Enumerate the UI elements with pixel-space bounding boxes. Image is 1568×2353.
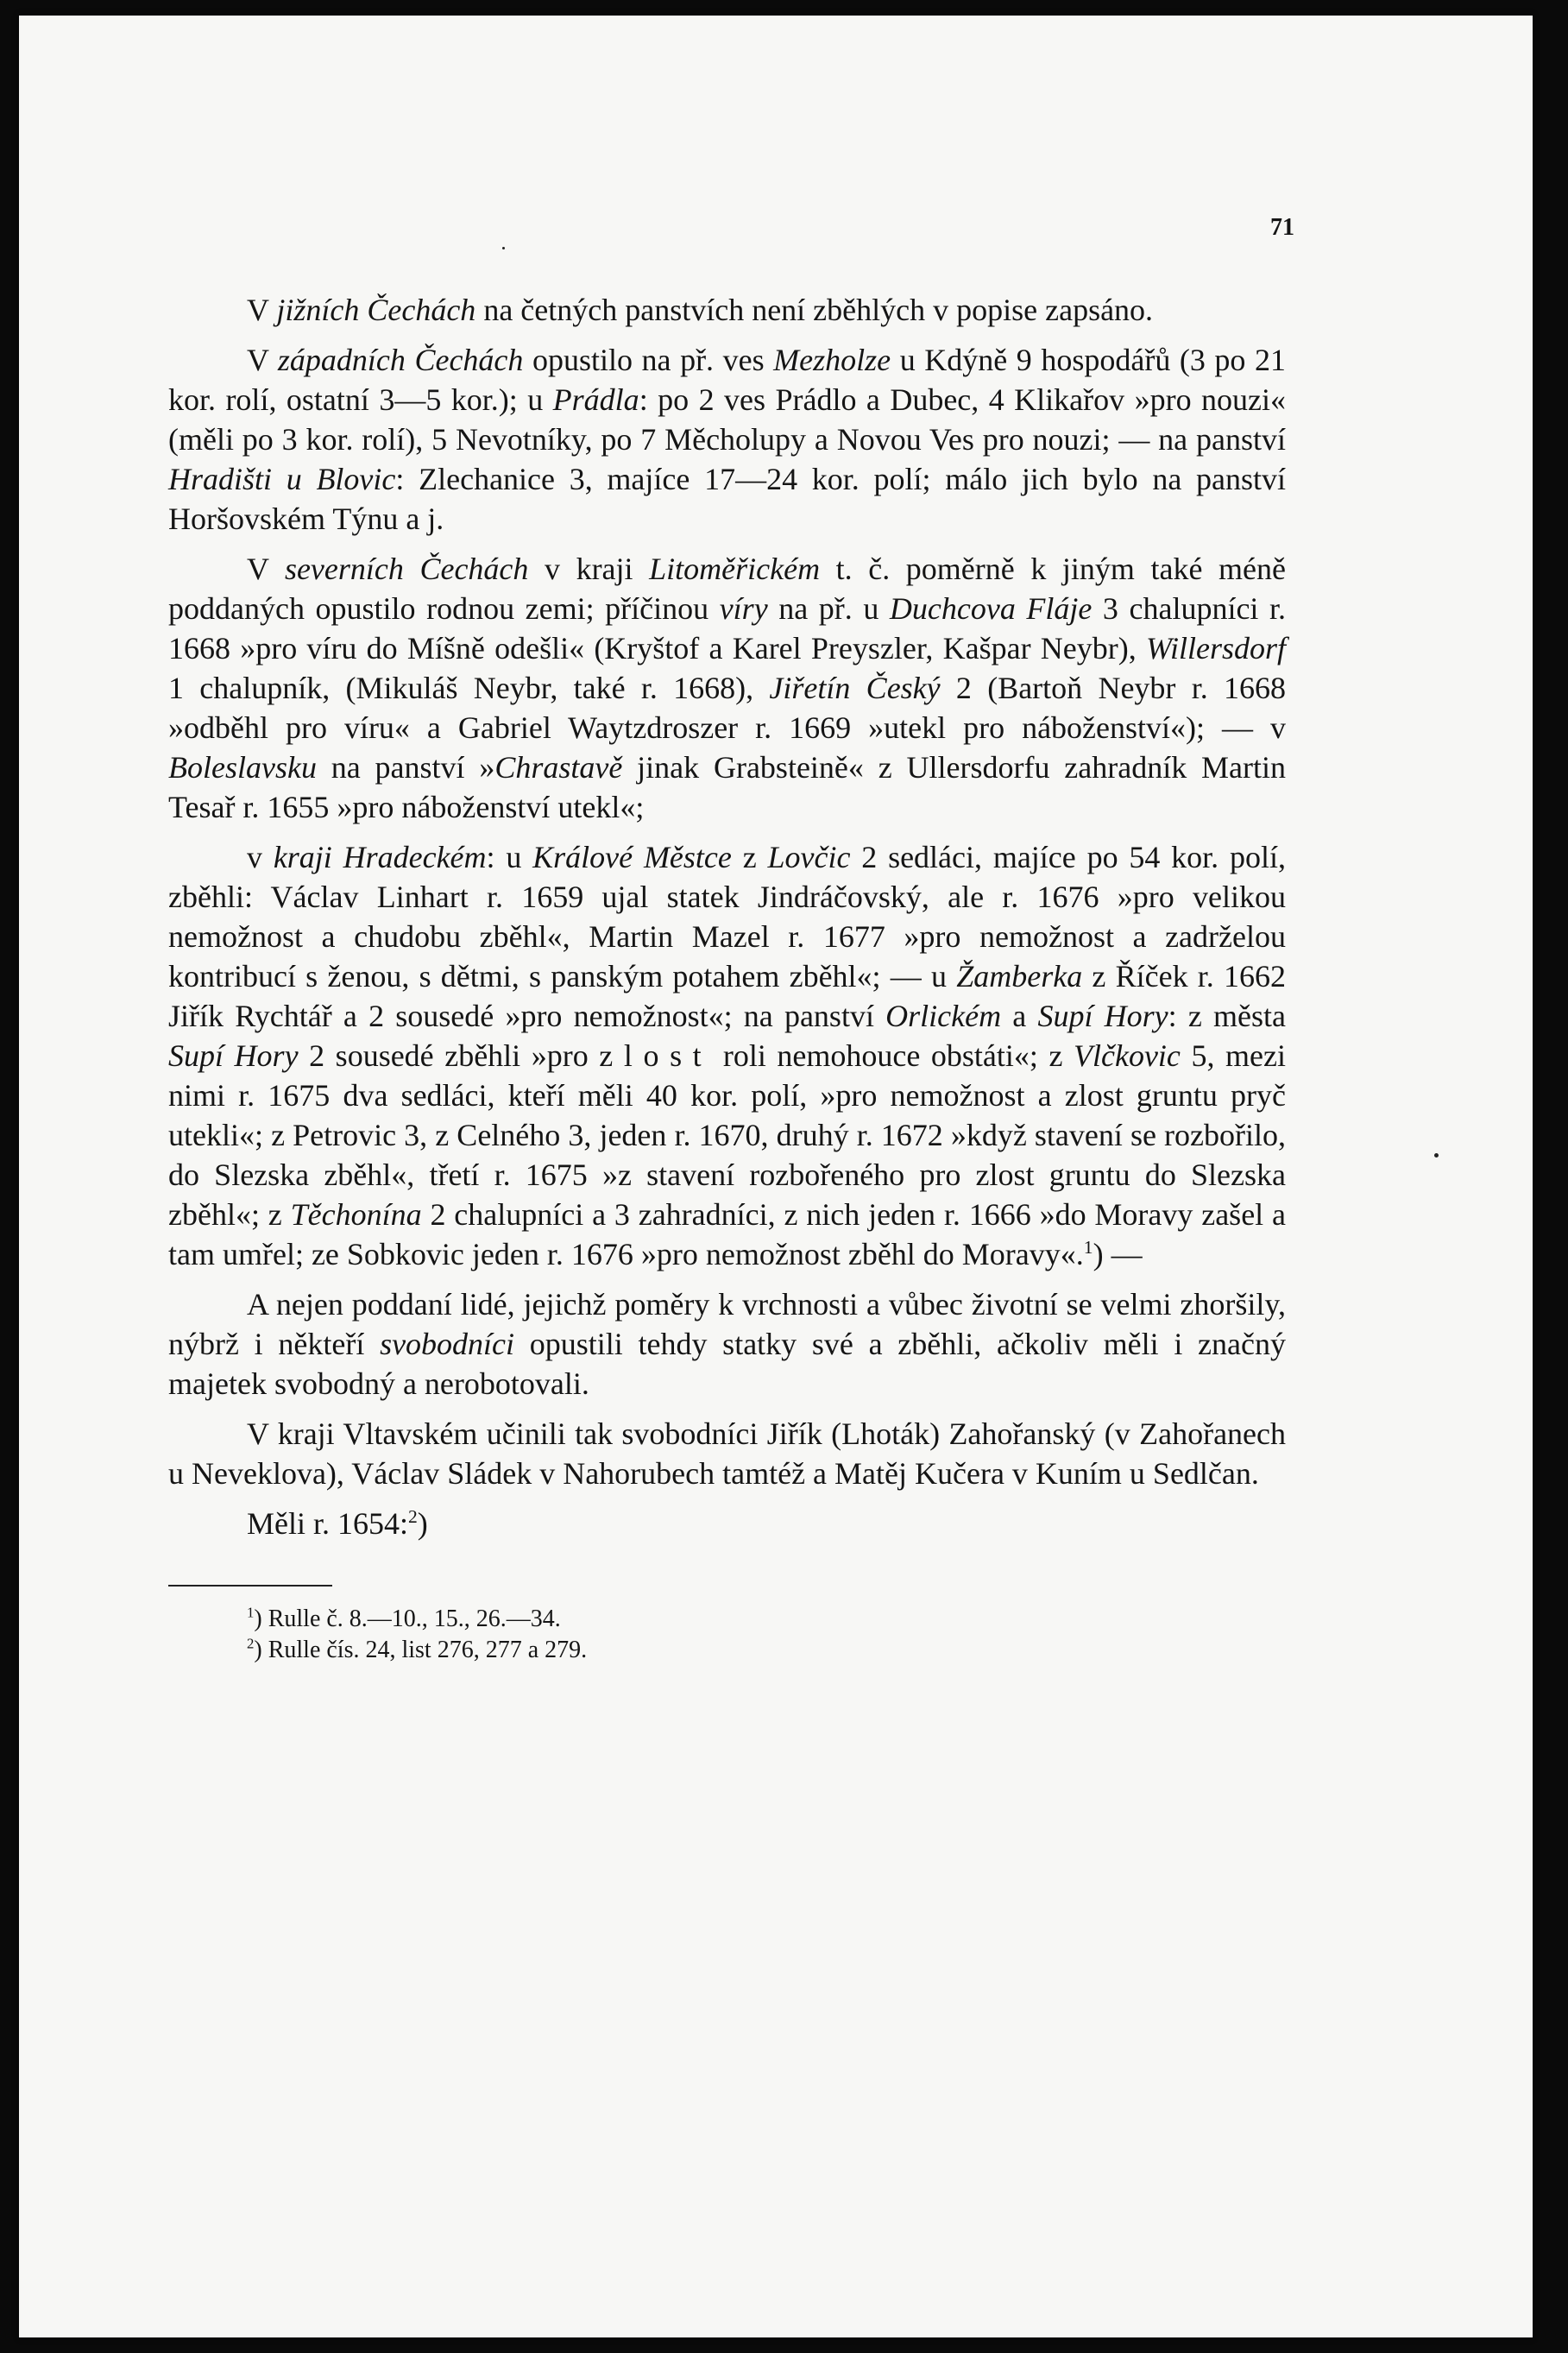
paragraph-west-bohemia — [168, 340, 1286, 539]
paragraph-had-1654 — [168, 1504, 1286, 1543]
text-run: A nejen poddaní lidé, jejichž poměry k vrchnosti a vůbec životní se velmi zhoršily, nýbrž i někteří — [168, 1287, 1286, 1361]
emphasis: víry — [719, 591, 768, 626]
emphasis: Těchonína — [290, 1197, 422, 1232]
text-run: opustilo na př. ves — [523, 343, 774, 377]
emphasis: svobodníci — [380, 1327, 515, 1361]
text-run: jinak Grabsteině« z Ullersdorfu zahradník Martin Tesař r. 1655 »pro náboženství utekl«; — [168, 750, 1286, 824]
scan-speck — [502, 247, 505, 249]
text-run: opustili tehdy statky své a zběhli, ačkoliv měli i značný majetek svobodný a nerobotovali. — [168, 1327, 1286, 1401]
text-run: ) — [417, 1506, 428, 1541]
text-run: na př. u — [767, 591, 890, 626]
spaced-emphasis: zlost — [599, 1038, 713, 1073]
emphasis: Orlickém — [885, 999, 1002, 1033]
emphasis: Prádla — [552, 382, 639, 417]
emphasis: Vlčkovic — [1074, 1038, 1181, 1073]
footnote-text: ) Rulle čís. 24, list 276, 277 a 279. — [254, 1637, 588, 1663]
emphasis: Supí Hory — [1037, 999, 1168, 1033]
emphasis: severních Čechách — [284, 552, 529, 586]
text-run: v — [247, 840, 274, 874]
page-number: 71 — [1270, 214, 1294, 241]
text-run: z Říček r. 1662 Jiřík Rychtář a 2 sousedé »pro nemožnost«; na panství — [168, 959, 1287, 1033]
footnote — [247, 1635, 1286, 1666]
text-run: v kraji — [528, 552, 650, 586]
text-run: 2 chalupníci a 3 zahradníci, z nich jeden r. 1666 »do Moravy zašel a tam umřel; ze Sobkovic jeden r. 1676 »pro nemožnost zběhl do Moravy«. — [168, 1197, 1286, 1271]
footnote-divider — [168, 1585, 332, 1587]
footnote-ref: 1 — [1083, 1237, 1093, 1258]
footnote-mark: 1 — [247, 1604, 255, 1621]
body-text — [168, 290, 1286, 1666]
text-run: na četných panstvích není zběhlých v popise zapsáno. — [475, 293, 1154, 327]
text-run: : u — [486, 840, 533, 874]
emphasis: Duchcova Fláje — [889, 591, 1093, 626]
emphasis: Jiřetín Český — [769, 671, 941, 705]
text-run: : z města — [1168, 999, 1287, 1033]
text-run: 2 sedláci, majíce po 54 kor. polí, zběhli: Václav Linhart r. 1659 ujal statek Jindráčovský, ale r. 1676 »pro velikou nemožnost a chudobu zběhl«, Martin Mazel r. 1677 »pro nemožnost a zadrželou kontribucí s ženou, s dětmi, s panským potahem zběhl«; — u — [168, 840, 1286, 994]
text-run: V — [247, 293, 277, 327]
text-run: V — [247, 552, 285, 586]
emphasis: Lovčic — [767, 840, 851, 874]
footnote-mark: 2 — [247, 1635, 255, 1652]
emphasis: Hradišti u Blovic — [168, 462, 396, 496]
emphasis: jižních Čechách — [276, 293, 476, 327]
emphasis: západních Čechách — [277, 343, 524, 377]
footnotes — [247, 1604, 1286, 1666]
scan-speck — [1434, 1153, 1439, 1158]
emphasis: Willersdorf — [1145, 631, 1286, 666]
text-run: u Kdýně 9 hospodářů (3 po 21 kor. rolí, ostatní 3—5 kor.); u — [168, 343, 1286, 417]
text-run: z — [731, 840, 768, 874]
paragraph-south-bohemia — [168, 290, 1286, 330]
emphasis: Králové Městce — [532, 840, 732, 874]
text-run: V — [247, 343, 278, 377]
text-run: t. č. poměrně k jiným také méně poddaných opustilo rodnou zemi; příčinou — [168, 552, 1286, 626]
text-run: : Zlechanice 3, majíce 17—24 kor. polí; málo jich bylo na panství Horšovském Týnu a j. — [168, 462, 1286, 536]
emphasis: Žamberka — [956, 959, 1083, 994]
document-page — [19, 16, 1533, 2337]
paragraph-freemen — [168, 1284, 1286, 1404]
emphasis: Supí Hory — [168, 1038, 299, 1073]
text-run: 1 chalupník, (Mikuláš Neybr, také r. 1668), — [168, 671, 770, 705]
text-run: a — [1001, 999, 1038, 1033]
emphasis: Chrastavě — [494, 750, 623, 785]
text-run: ) — — [1093, 1237, 1143, 1271]
emphasis: Litoměřickém — [649, 552, 821, 586]
text-run: na panství » — [316, 750, 495, 785]
text-run: V kraji Vltavském učinili tak svobodníci Jiřík (Lhoták) Zahořanský (v Zahořanech u Neveklova), Václav Sládek v Nahorubech tamtéž a Matěj Kučera v Kuním u Sedlčan. — [168, 1416, 1286, 1491]
emphasis: Boleslavsku — [168, 750, 317, 785]
emphasis: Mezholze — [773, 343, 891, 377]
text-run: : po 2 ves Prádlo a Dubec, 4 Klikařov »pro nouzi« (měli po 3 kor. rolí), 5 Nevotníky, po 7 Měcholupy a Novou Ves pro nouzi; — na panství — [168, 382, 1287, 457]
footnote — [247, 1604, 1286, 1635]
text-run: 3 chalupníci r. 1668 »pro víru do Míšně odešli« (Kryštof a Karel Preyszler, Kašpar Neybr), — [168, 591, 1286, 666]
text-run: 2 (Bartoň Neybr r. 1668 »odběhl pro víru« a Gabriel Waytzdroszer r. 1669 »utekl pro náboženství«); — v — [168, 671, 1286, 745]
text-run: 5, mezi nimi r. 1675 dva sedláci, kteří měli 40 kor. polí, »pro nemožnost a zlost gruntu pryč utekli«; z Petrovic 3, z Celného 3, jeden r. 1670, druhý r. 1672 »když stavení se rozbořilo, do Slezska zběhl«, třetí r. 1675 »z stavení rozbořeného pro zlost gruntu do Slezska zběhl«; z — [168, 1038, 1287, 1232]
footnote-text: ) Rulle č. 8.—10., 15., 26.—34. — [254, 1605, 561, 1632]
paragraph-hradec-region — [168, 837, 1286, 1274]
text-run: Měli r. 1654: — [247, 1506, 408, 1541]
text-run: roli nemohouce obstáti«; z — [712, 1038, 1074, 1073]
text-run: 2 sousedé zběhli »pro — [298, 1038, 600, 1073]
paragraph-north-bohemia — [168, 549, 1286, 827]
emphasis: kraji Hradeckém — [273, 840, 487, 874]
footnote-ref: 2 — [408, 1506, 418, 1527]
paragraph-vltava-region — [168, 1414, 1286, 1493]
